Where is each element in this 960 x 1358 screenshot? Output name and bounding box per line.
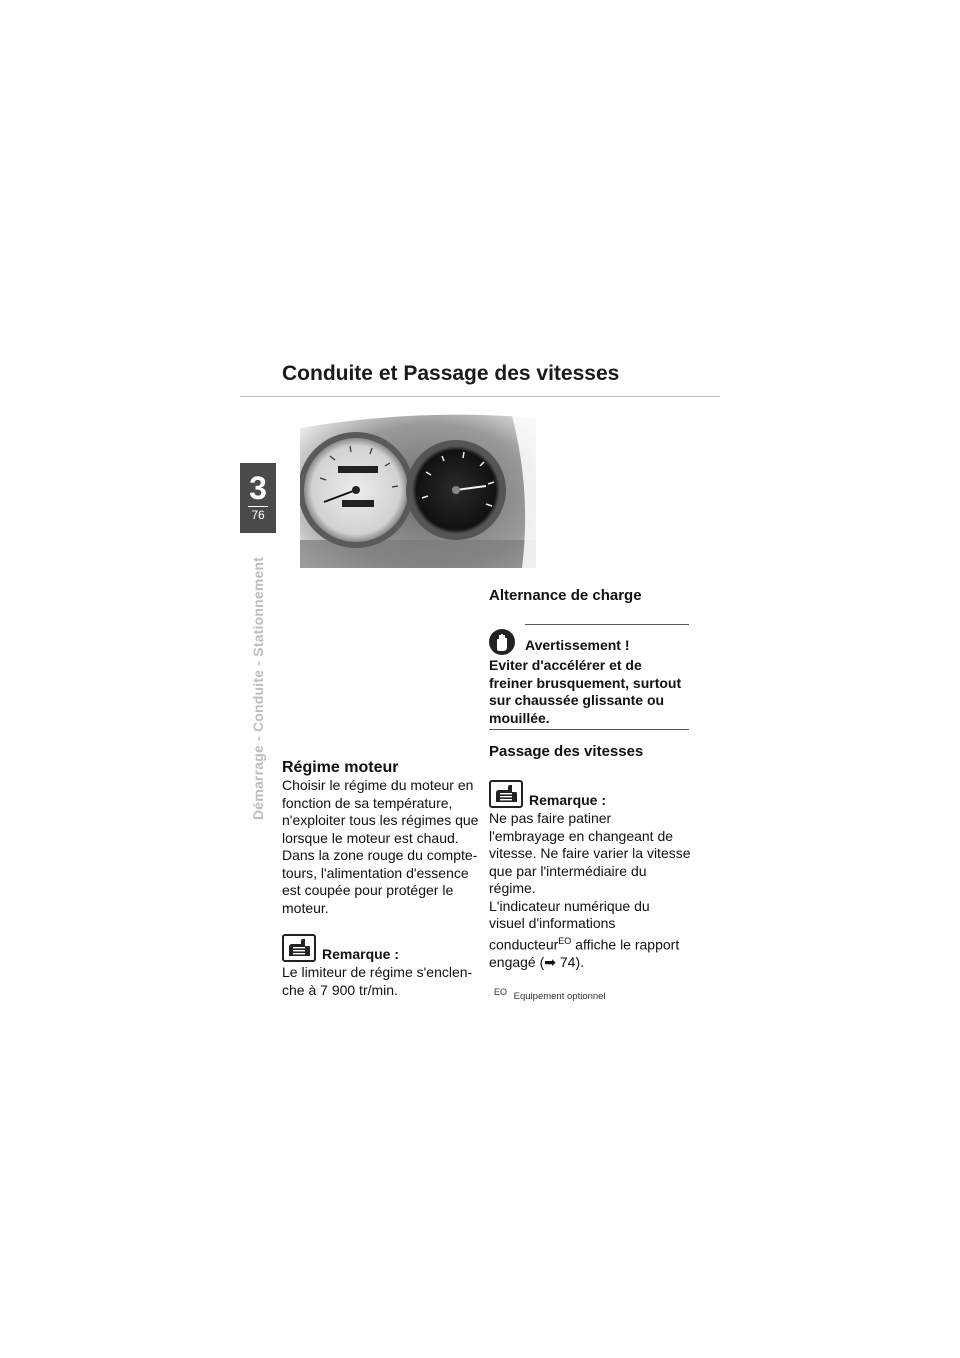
side-chapter-title: Démarrage - Conduite - Stationnement — [250, 556, 266, 820]
text-line: Dans la zone rouge du compte- — [282, 847, 478, 863]
warning-block — [489, 624, 689, 730]
text-line: Le limiteur de régime s'enclen- — [282, 964, 473, 980]
text-line: que par l'intermédiaire du — [489, 862, 647, 879]
text-line: Eviter d'accélérer et de — [489, 657, 642, 673]
note-label: Remarque : — [529, 792, 607, 808]
text-line: n'exploiter tous les régimes que — [282, 812, 479, 828]
text-line: visuel d'informations — [489, 915, 616, 931]
text-line: mouillée. — [489, 709, 550, 726]
right-note — [489, 780, 699, 971]
page-title: Conduite et Passage des vitesses — [282, 362, 620, 385]
stop-hand-icon — [489, 629, 515, 655]
note-hand-icon — [282, 934, 316, 962]
text-fragment: affiche le rapport — [571, 936, 680, 953]
page-number: 76 — [251, 508, 265, 522]
section-title-passage: Passage des vitesses — [489, 743, 644, 760]
warning-bottom-rule — [489, 729, 689, 730]
text-line: l'embrayage en changeant de — [489, 827, 674, 844]
title-rule — [240, 396, 720, 397]
text-line: engagé (➡ 74). — [489, 953, 585, 970]
text-line: est coupée pour protéger le — [282, 882, 454, 898]
text-line: Choisir le régime du moteur en — [282, 777, 474, 793]
section-title-alternance: Alternance de charge — [489, 587, 642, 604]
warning-top-rule — [525, 624, 689, 625]
footnote-marker: EO — [494, 987, 508, 997]
regime-paragraph — [282, 777, 482, 917]
text-line: che à 7 900 tr/min. — [282, 981, 398, 998]
text-line — [489, 933, 699, 954]
text-line: fonction de sa température, — [282, 794, 453, 811]
text-line: freiner brusquement, surtout — [489, 674, 682, 691]
warning-text — [489, 657, 689, 727]
left-column — [282, 759, 482, 917]
right-section-load — [489, 587, 699, 604]
note-text — [489, 810, 699, 971]
text-fragment: conducteur — [489, 936, 559, 953]
chapter-number: 3 — [249, 470, 267, 506]
instrument-cluster-photo — [300, 408, 536, 568]
note-label: Remarque : — [322, 946, 400, 962]
superscript: EO — [558, 935, 572, 946]
side-chapter-title-container — [250, 556, 270, 840]
text-line: Ne pas faire patiner — [489, 810, 612, 826]
text-line: sur chaussée glissante ou — [489, 692, 665, 708]
text-line: tours, l'alimentation d'essence — [282, 864, 469, 881]
note-hand-icon — [489, 780, 523, 808]
text-line: lorsque le moteur est chaud. — [282, 829, 459, 846]
section-title-regime: Régime moteur — [282, 759, 399, 776]
footnote-text: Equipement optionnel — [513, 991, 606, 1003]
warning-label: Avertissement ! — [525, 637, 630, 653]
footnote — [494, 987, 606, 1002]
right-section-shift — [489, 743, 699, 760]
text-line: vitesse. Ne faire varier la vitesse — [489, 845, 691, 861]
text-line: L'indicateur numérique du — [489, 897, 650, 914]
text-line: régime. — [489, 880, 536, 896]
text-line: moteur. — [282, 899, 329, 916]
left-note — [282, 934, 482, 999]
note-text — [282, 964, 482, 999]
chapter-divider — [248, 506, 268, 507]
